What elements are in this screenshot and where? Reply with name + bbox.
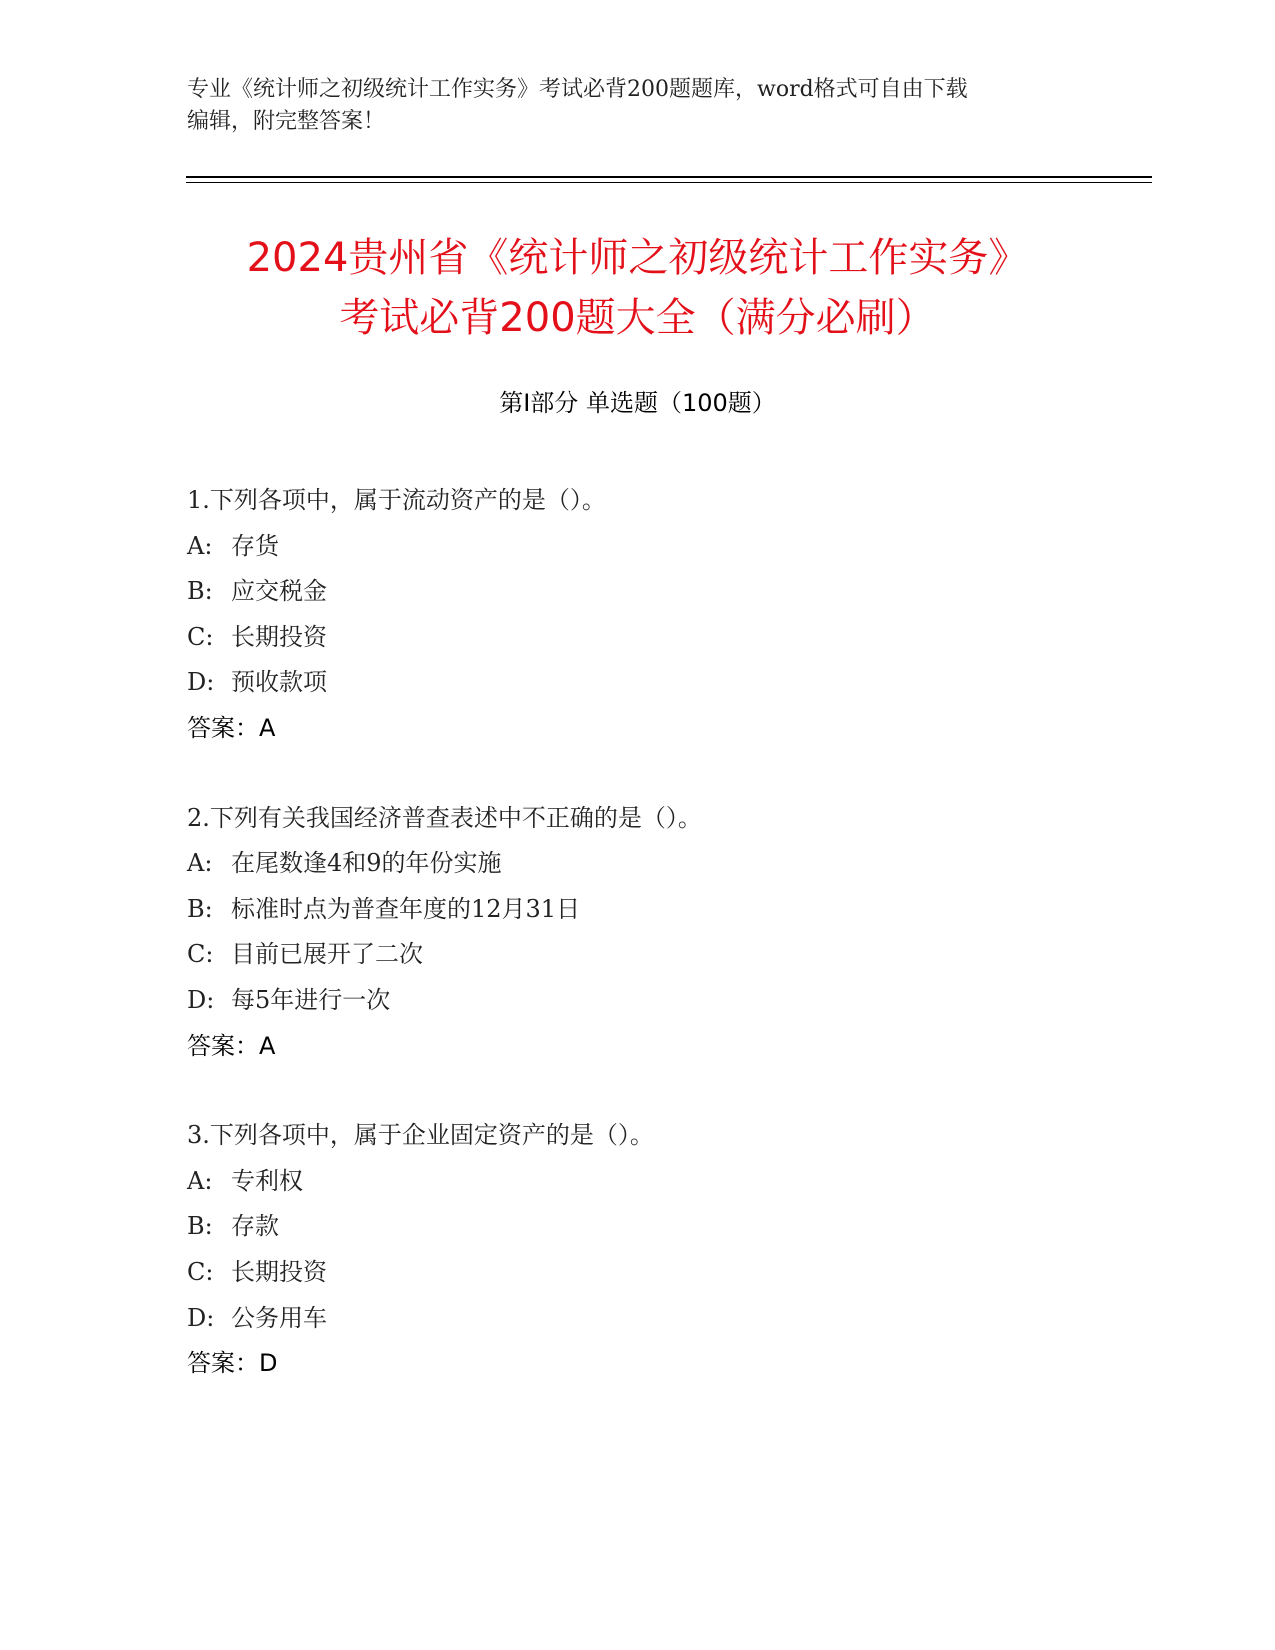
header-note-line-1: 专业《统计师之初级统计工作实务》考试必背200题题库，word格式可自由下载 <box>187 77 968 102</box>
option-b <box>187 887 1147 933</box>
option-c <box>187 932 1147 978</box>
document-title <box>0 228 1275 348</box>
question-1 <box>187 478 1147 752</box>
header-note <box>187 74 1087 138</box>
option-text: 专利权 <box>231 1166 303 1195</box>
option-key: A: <box>187 531 213 560</box>
header-divider-thick <box>186 176 1152 178</box>
option-a <box>187 1159 1147 1205</box>
option-key: A: <box>187 849 213 878</box>
option-key: B: <box>187 1212 213 1241</box>
option-key: C: <box>187 622 214 651</box>
option-key: B: <box>187 577 213 606</box>
answer-line: 答案：A <box>187 713 276 742</box>
option-key: C: <box>187 1257 214 1286</box>
option-text: 应交税金 <box>231 577 327 606</box>
option-text: 标准时点为普查年度的12月31日 <box>231 894 581 923</box>
header-note-line-2: 编辑，附完整答案！ <box>187 109 386 134</box>
question-3 <box>187 1113 1147 1387</box>
option-key: D: <box>187 1303 215 1332</box>
option-text: 长期投资 <box>231 1257 327 1286</box>
option-key: A: <box>187 1166 213 1195</box>
option-key: D: <box>187 668 215 697</box>
option-text: 在尾数逢4和9的年份实施 <box>231 849 502 878</box>
option-c <box>187 615 1147 661</box>
question-stem: 1.下列各项中，属于流动资产的是（）。 <box>187 486 606 514</box>
option-text: 存货 <box>231 531 279 560</box>
option-a <box>187 841 1147 887</box>
header-divider-thin <box>186 182 1152 183</box>
document-title-line-2: 考试必背200题大全（满分必刷） <box>339 295 936 341</box>
option-text: 存款 <box>231 1212 279 1241</box>
option-text: 目前已展开了二次 <box>231 940 423 969</box>
option-b <box>187 1204 1147 1250</box>
option-text: 长期投资 <box>231 622 327 651</box>
option-key: B: <box>187 894 213 923</box>
question-list <box>187 478 1147 1431</box>
answer-line: 答案：D <box>187 1349 278 1378</box>
option-text: 公务用车 <box>231 1303 327 1332</box>
option-b <box>187 569 1147 615</box>
option-d <box>187 660 1147 706</box>
option-d <box>187 978 1147 1024</box>
option-text: 每5年进行一次 <box>231 985 391 1014</box>
option-key: C: <box>187 940 214 969</box>
option-a <box>187 524 1147 570</box>
question-stem: 3.下列各项中，属于企业固定资产的是（）。 <box>187 1121 654 1150</box>
option-key: D: <box>187 985 215 1014</box>
option-c <box>187 1250 1147 1296</box>
question-2 <box>187 796 1147 1070</box>
option-text: 预收款项 <box>231 668 327 697</box>
option-d <box>187 1296 1147 1342</box>
document-title-line-1: 2024贵州省《统计师之初级统计工作实务》 <box>246 235 1029 281</box>
section-title: 第Ⅰ部分 单选题（100题） <box>499 389 776 417</box>
question-stem: 2.下列有关我国经济普查表述中不正确的是（）。 <box>187 803 702 832</box>
answer-line: 答案：A <box>187 1031 276 1060</box>
